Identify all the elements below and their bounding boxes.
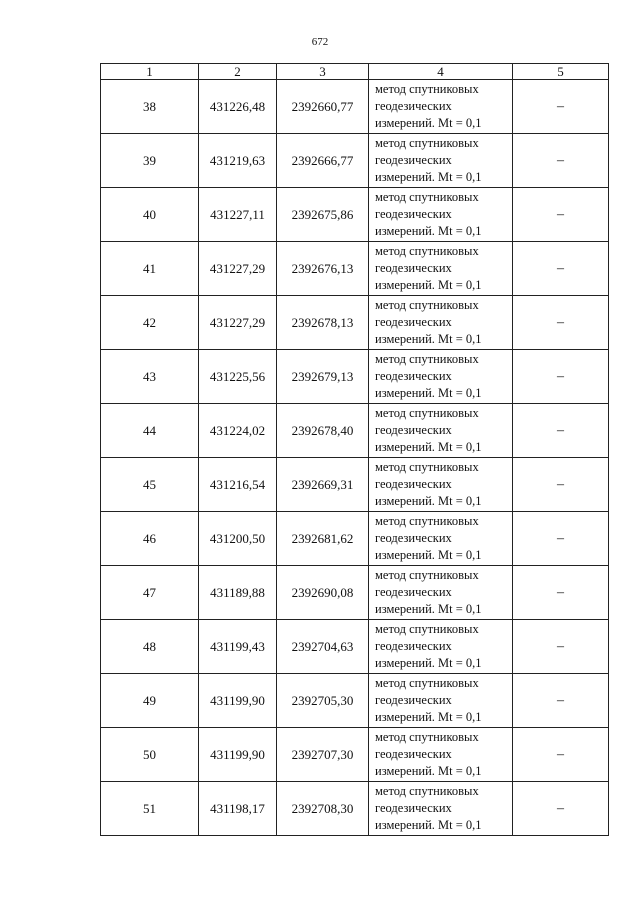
method-cell xyxy=(369,512,513,566)
method-line: геодезических xyxy=(375,477,452,491)
method-line: геодезических xyxy=(375,747,452,761)
method-line: измерений. Mt = 0,1 xyxy=(375,548,482,562)
column-5-cell: – xyxy=(513,566,609,620)
table-row xyxy=(101,620,609,674)
y-coordinate-cell: 2392707,30 xyxy=(277,728,369,782)
method-line: метод спутниковых xyxy=(375,460,479,474)
method-line: метод спутниковых xyxy=(375,244,479,258)
method-line: геодезических xyxy=(375,801,452,815)
method-line: метод спутниковых xyxy=(375,730,479,744)
x-coordinate-cell: 431227,29 xyxy=(199,242,277,296)
method-line: измерений. Mt = 0,1 xyxy=(375,818,482,832)
table-row xyxy=(101,566,609,620)
method-line: геодезических xyxy=(375,369,452,383)
column-5-cell: – xyxy=(513,296,609,350)
point-number-cell: 47 xyxy=(101,566,199,620)
y-coordinate-cell: 2392675,86 xyxy=(277,188,369,242)
x-coordinate-cell: 431226,48 xyxy=(199,80,277,134)
header-col-4: 4 xyxy=(369,64,513,80)
method-line: измерений. Mt = 0,1 xyxy=(375,170,482,184)
table-row xyxy=(101,350,609,404)
column-5-cell: – xyxy=(513,782,609,836)
method-line: геодезических xyxy=(375,207,452,221)
header-row xyxy=(101,64,609,80)
column-5-cell: – xyxy=(513,350,609,404)
column-5-cell: – xyxy=(513,458,609,512)
y-coordinate-cell: 2392708,30 xyxy=(277,782,369,836)
y-coordinate-cell: 2392678,13 xyxy=(277,296,369,350)
table-row xyxy=(101,296,609,350)
method-line: метод спутниковых xyxy=(375,406,479,420)
method-line: метод спутниковых xyxy=(375,298,479,312)
method-cell xyxy=(369,620,513,674)
table-row xyxy=(101,512,609,566)
method-line: измерений. Mt = 0,1 xyxy=(375,386,482,400)
header-col-2: 2 xyxy=(199,64,277,80)
method-line: измерений. Mt = 0,1 xyxy=(375,656,482,670)
y-coordinate-cell: 2392704,63 xyxy=(277,620,369,674)
method-line: метод спутниковых xyxy=(375,784,479,798)
header-col-1: 1 xyxy=(101,64,199,80)
point-number-cell: 45 xyxy=(101,458,199,512)
method-line: геодезических xyxy=(375,153,452,167)
x-coordinate-cell: 431227,29 xyxy=(199,296,277,350)
table-row xyxy=(101,782,609,836)
point-number-cell: 49 xyxy=(101,674,199,728)
point-number-cell: 39 xyxy=(101,134,199,188)
method-line: метод спутниковых xyxy=(375,190,479,204)
method-cell xyxy=(369,350,513,404)
method-cell xyxy=(369,296,513,350)
method-line: измерений. Mt = 0,1 xyxy=(375,278,482,292)
column-5-cell: – xyxy=(513,134,609,188)
x-coordinate-cell: 431200,50 xyxy=(199,512,277,566)
method-line: метод спутниковых xyxy=(375,514,479,528)
method-line: геодезических xyxy=(375,639,452,653)
x-coordinate-cell: 431189,88 xyxy=(199,566,277,620)
x-coordinate-cell: 431225,56 xyxy=(199,350,277,404)
method-line: геодезических xyxy=(375,99,452,113)
x-coordinate-cell: 431219,63 xyxy=(199,134,277,188)
page-number: 672 xyxy=(311,36,329,48)
table-row xyxy=(101,134,609,188)
column-5-cell: – xyxy=(513,512,609,566)
method-line: геодезических xyxy=(375,261,452,275)
x-coordinate-cell: 431227,11 xyxy=(199,188,277,242)
method-line: измерений. Mt = 0,1 xyxy=(375,602,482,616)
method-line: геодезических xyxy=(375,315,452,329)
point-number-cell: 51 xyxy=(101,782,199,836)
header-col-3: 3 xyxy=(277,64,369,80)
method-line: геодезических xyxy=(375,531,452,545)
method-line: метод спутниковых xyxy=(375,676,479,690)
method-line: метод спутниковых xyxy=(375,82,479,96)
method-line: измерений. Mt = 0,1 xyxy=(375,710,482,724)
method-line: измерений. Mt = 0,1 xyxy=(375,224,482,238)
point-number-cell: 48 xyxy=(101,620,199,674)
method-line: измерений. Mt = 0,1 xyxy=(375,764,482,778)
method-cell xyxy=(369,188,513,242)
x-coordinate-cell: 431199,90 xyxy=(199,728,277,782)
point-number-cell: 46 xyxy=(101,512,199,566)
column-5-cell: – xyxy=(513,188,609,242)
column-5-cell: – xyxy=(513,620,609,674)
column-5-cell: – xyxy=(513,242,609,296)
method-cell xyxy=(369,728,513,782)
method-line: метод спутниковых xyxy=(375,352,479,366)
method-line: геодезических xyxy=(375,423,452,437)
column-5-cell: – xyxy=(513,404,609,458)
header-col-5: 5 xyxy=(513,64,609,80)
y-coordinate-cell: 2392669,31 xyxy=(277,458,369,512)
table-row xyxy=(101,80,609,134)
x-coordinate-cell: 431199,90 xyxy=(199,674,277,728)
table-row xyxy=(101,674,609,728)
method-cell xyxy=(369,80,513,134)
table-header xyxy=(101,64,609,80)
method-cell xyxy=(369,782,513,836)
method-line: геодезических xyxy=(375,693,452,707)
point-number-cell: 44 xyxy=(101,404,199,458)
table-row xyxy=(101,728,609,782)
x-coordinate-cell: 431224,02 xyxy=(199,404,277,458)
column-5-cell: – xyxy=(513,728,609,782)
method-line: измерений. Mt = 0,1 xyxy=(375,116,482,130)
y-coordinate-cell: 2392676,13 xyxy=(277,242,369,296)
table-row xyxy=(101,404,609,458)
point-number-cell: 43 xyxy=(101,350,199,404)
point-number-cell: 41 xyxy=(101,242,199,296)
method-cell xyxy=(369,566,513,620)
y-coordinate-cell: 2392705,30 xyxy=(277,674,369,728)
method-line: метод спутниковых xyxy=(375,622,479,636)
y-coordinate-cell: 2392681,62 xyxy=(277,512,369,566)
coordinates-table xyxy=(100,63,609,836)
x-coordinate-cell: 431199,43 xyxy=(199,620,277,674)
x-coordinate-cell: 431198,17 xyxy=(199,782,277,836)
method-cell xyxy=(369,134,513,188)
method-cell xyxy=(369,404,513,458)
y-coordinate-cell: 2392690,08 xyxy=(277,566,369,620)
method-line: метод спутниковых xyxy=(375,136,479,150)
point-number-cell: 42 xyxy=(101,296,199,350)
method-line: измерений. Mt = 0,1 xyxy=(375,440,482,454)
column-5-cell: – xyxy=(513,80,609,134)
table-row xyxy=(101,242,609,296)
y-coordinate-cell: 2392660,77 xyxy=(277,80,369,134)
method-line: измерений. Mt = 0,1 xyxy=(375,332,482,346)
column-5-cell: – xyxy=(513,674,609,728)
x-coordinate-cell: 431216,54 xyxy=(199,458,277,512)
point-number-cell: 38 xyxy=(101,80,199,134)
method-line: измерений. Mt = 0,1 xyxy=(375,494,482,508)
method-cell xyxy=(369,674,513,728)
table-row xyxy=(101,188,609,242)
method-line: метод спутниковых xyxy=(375,568,479,582)
point-number-cell: 40 xyxy=(101,188,199,242)
y-coordinate-cell: 2392666,77 xyxy=(277,134,369,188)
method-line: геодезических xyxy=(375,585,452,599)
table-body xyxy=(101,80,609,836)
y-coordinate-cell: 2392678,40 xyxy=(277,404,369,458)
y-coordinate-cell: 2392679,13 xyxy=(277,350,369,404)
point-number-cell: 50 xyxy=(101,728,199,782)
method-cell xyxy=(369,458,513,512)
method-cell xyxy=(369,242,513,296)
table-row xyxy=(101,458,609,512)
